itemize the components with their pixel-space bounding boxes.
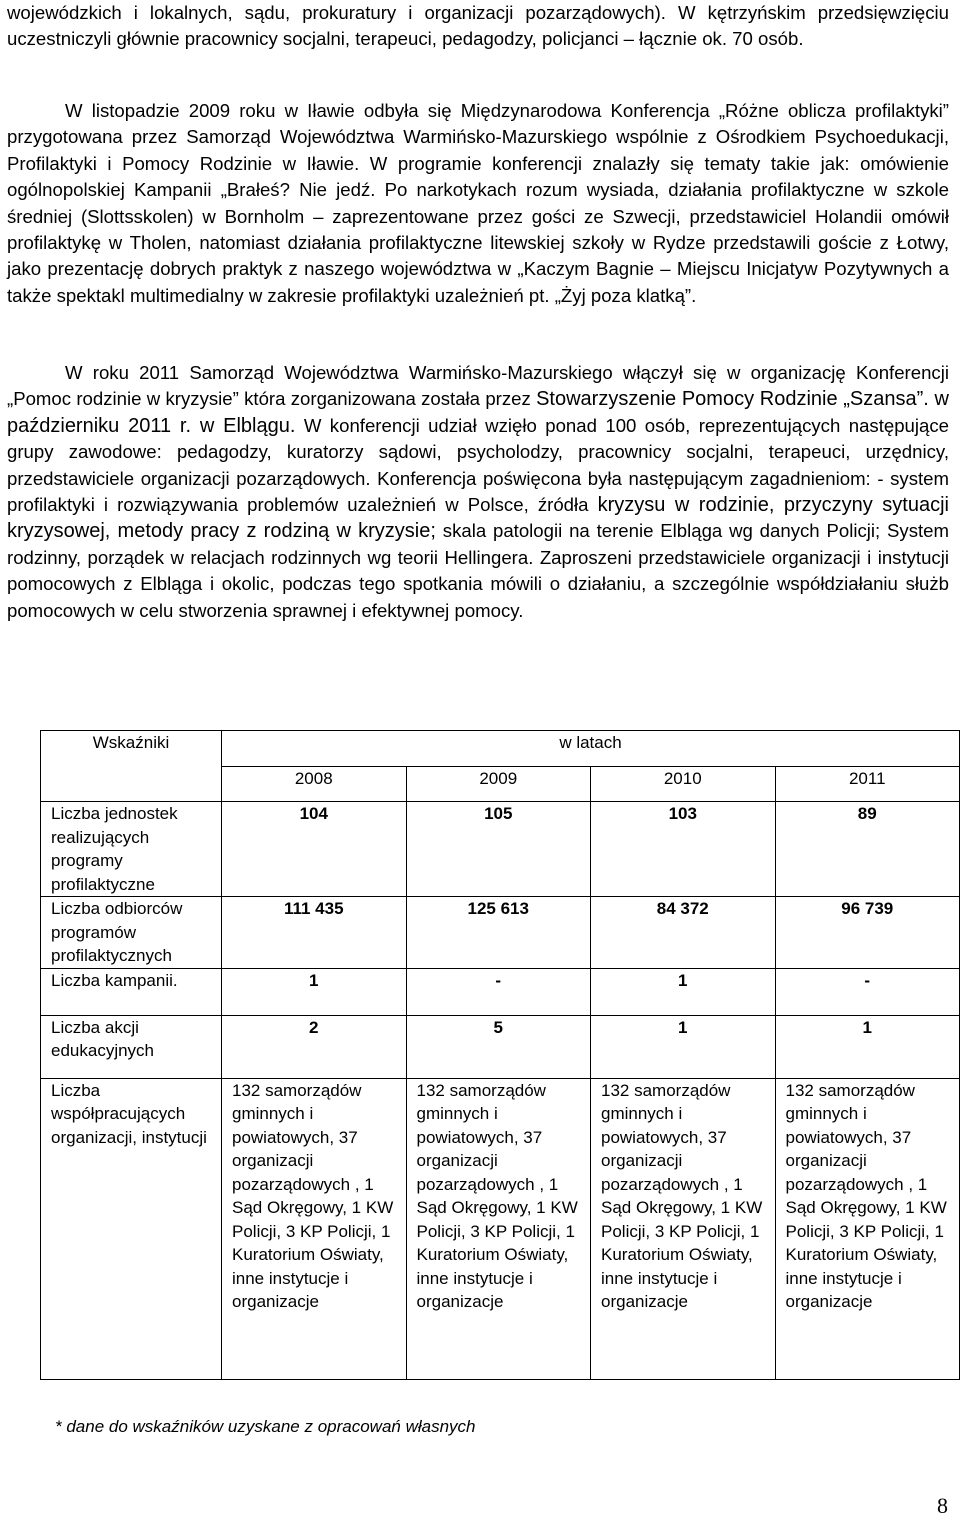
year-cell: 2010	[591, 766, 776, 802]
value-cell: 89	[775, 802, 960, 897]
coop-cell: 132 samorządów gminnych i powiatowych, 37 organizacji pozarządowych , 1 Sąd Okręgowy, 1 KW Policji, 3 KP Policji, 1 Kuratorium Oświaty, inne instytucje i organizacje	[406, 1078, 591, 1379]
year-cell: 2009	[406, 766, 591, 802]
value-cell: 5	[406, 1015, 591, 1078]
value-cell: 105	[406, 802, 591, 897]
value-cell: 1	[591, 968, 776, 1015]
value-cell: 1	[591, 1015, 776, 1078]
table-row	[41, 897, 960, 969]
table-row	[41, 968, 960, 1015]
paragraph-conference-2009-text: W listopadzie 2009 roku w Iławie odbyła się Międzynarodowa Konferencja „Różne oblicza profilaktyki” przygotowana przez Samorząd Województwa Warmińsko-Mazurskiego wspólnie z Ośrodkiem Psychoedukacji, Profilaktyki i Pomocy Rodzinie w Iławie. W programie konferencji znalazły się tematy takie jak: omówienie ogólnopolskiej Kampanii „Brałeś? Nie jedź. Po narkotykach rozum wysiada, działania profilaktyczne w szkole średniej (Slottsskolen) w Bornholm – zaprezentowane przez gości ze Szwecji, przedstawiciel Holandii omówił profilaktykę w Tholen, natomiast działania profilaktyczne litewskiej szkoły w Rydze przedstawili goście z Łotwy, jako prezentację dobrych praktyk z naszego województwa w „Kaczym Bagnie – Miejscu Inicjatyw Pozytywnych a także spektakl multimedialny w zakresie profilaktyki uzależnień pt. „Żyj poza klatką”.	[7, 100, 949, 306]
coop-cell: 132 samorządów gminnych i powiatowych, 37 organizacji pozarządowych , 1 Sąd Okręgowy, 1 KW Policji, 3 KP Policji, 1 Kuratorium Oświaty, inne instytucje i organizacje	[775, 1078, 960, 1379]
paragraph-conference-2009	[7, 98, 949, 309]
value-cell: 1	[222, 968, 407, 1015]
row-label: Liczba kampanii.	[41, 968, 222, 1015]
coop-cell: 132 samorządów gminnych i powiatowych, 37 organizacji pozarządowych , 1 Sąd Okręgowy, 1 KW Policji, 3 KP Policji, 1 Kuratorium Oświaty, inne instytucje i organizacje	[222, 1078, 407, 1379]
table-row	[41, 802, 960, 897]
header-indicators: Wskaźniki	[41, 731, 222, 802]
paragraph-conference-2011	[7, 360, 949, 624]
value-cell: 96 739	[775, 897, 960, 969]
value-cell: 1	[775, 1015, 960, 1078]
table-header-row	[41, 731, 960, 767]
row-label: Liczba akcji edukacyjnych	[41, 1015, 222, 1078]
value-cell: 103	[591, 802, 776, 897]
row-label: Liczba odbiorców programów profilaktycznych	[41, 897, 222, 969]
row-label: Liczba współpracujących organizacji, instytucji	[41, 1078, 222, 1379]
value-cell: 125 613	[406, 897, 591, 969]
paragraph-2011-d: kryzysu w rodzinie, przyczyny sytuacji kryzysowej, metody pracy z rodziną w kryzysie;	[7, 494, 949, 543]
table-row	[41, 1015, 960, 1078]
page-number: 8	[937, 1493, 948, 1518]
value-cell: -	[775, 968, 960, 1015]
value-cell: 2	[222, 1015, 407, 1078]
year-cell: 2008	[222, 766, 407, 802]
row-label: Liczba jednostek realizujących programy profilaktyczne	[41, 802, 222, 897]
value-cell: 111 435	[222, 897, 407, 969]
value-cell: -	[406, 968, 591, 1015]
paragraph-2011-e: skala patologii na terenie Elbląga wg danych Policji; System rodzinny, porządek w relacjach rodzinnych wg teorii Hellingera. Zaproszeni przedstawiciele organizacji i instytucji pomocowych z Elbląga i okolic, podczas tego spotkania mówili o działaniu, a szczególnie współdziałaniu służb pomocowych w celu stworzenia sprawnej i efektywnej pomocy.	[7, 520, 949, 621]
year-cell: 2011	[775, 766, 960, 802]
paragraph-2011-c: W konferencji udział wzięło ponad 100 osób, reprezentujących następujące grupy zawodowe: pedagodzy, kuratorzy sądowi, psycholodzy, pracownicy socjalni, terapeuci, urzędnicy, przedstawiciele organizacji pozarządowych. Konferencja poświęcona była następującym zagadnieniom: - system profilaktyki i rozwiązywania problemów uzależnień w Polsce, źródła	[7, 414, 950, 516]
paragraph-2011-a: W roku 2011 Samorząd Województwa Warmińsko-Mazurskiego włączył się w organizację Konferencji „Pomoc rodzinie w kryzysie” która zorganizowana została przez	[7, 362, 949, 410]
table-row	[41, 1078, 960, 1379]
value-cell: 84 372	[591, 897, 776, 969]
header-years: w latach	[222, 731, 960, 767]
value-cell: 104	[222, 802, 407, 897]
indicators-table	[40, 730, 960, 1380]
paragraph-2011-b: Stowarzyszenie Pomocy Rodzinie „Szansa”. w październiku 2011 r. w Elblągu.	[7, 388, 949, 437]
footnote: * dane do wskaźników uzyskane z opracowań własnych	[55, 1417, 476, 1436]
coop-cell: 132 samorządów gminnych i powiatowych, 37 organizacji pozarządowych , 1 Sąd Okręgowy, 1 KW Policji, 3 KP Policji, 1 Kuratorium Oświaty, inne instytucje i organizacje	[591, 1078, 776, 1379]
paragraph-intro: wojewódzkich i lokalnych, sądu, prokuratury i organizacji pozarządowych). W kętrzyńskim przedsięwzięciu uczestniczyli głównie pracownicy socjalni, terapeuci, pedagodzy, policjanci – łącznie ok. 70 osób.	[7, 2, 949, 50]
